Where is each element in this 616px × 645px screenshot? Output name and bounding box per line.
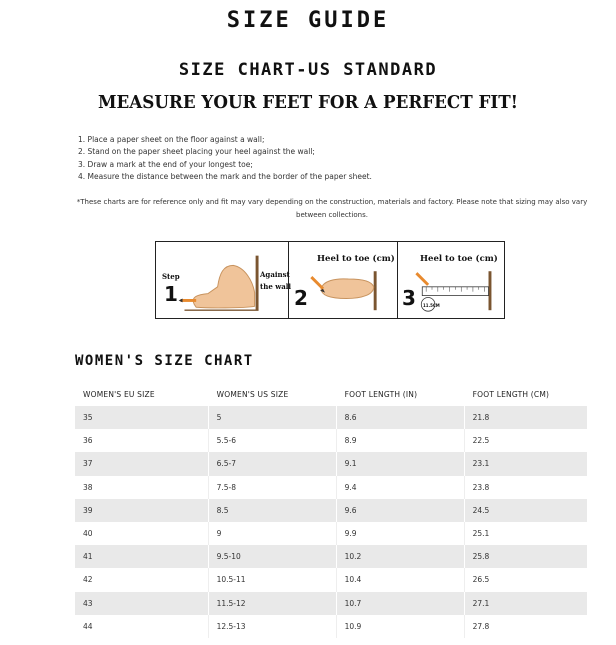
step-1-number: 1	[164, 282, 178, 306]
heel-to-toe-label-3: Heel to toe (cm)	[420, 254, 498, 264]
diagram-step-3	[398, 242, 504, 318]
table-header-row	[75, 382, 587, 406]
measurement-diagram	[155, 241, 505, 319]
step-2-number: 2	[294, 286, 308, 310]
foot-cm-cell: 25.8	[464, 545, 587, 568]
step-4-text: 4. Measure the distance between the mark and the border of the paper sheet.	[78, 172, 372, 182]
us-size-cell: 9.5-10	[208, 545, 336, 568]
table-row	[75, 545, 587, 568]
foot-cm-cell: 23.1	[464, 452, 587, 475]
table-row	[75, 615, 587, 638]
header-eu-size: WOMEN'S EU SIZE	[83, 389, 155, 399]
step-3-number: 3	[402, 286, 416, 310]
eu-size-cell: 41	[75, 545, 208, 568]
size-guide-title: SIZE GUIDE	[226, 8, 390, 33]
table-row	[75, 406, 587, 429]
size-chart-subtitle: SIZE CHART-US STANDARD	[178, 60, 438, 80]
table-row	[75, 522, 587, 545]
foot-in-cell: 9.6	[336, 499, 464, 522]
foot-cm-cell: 25.1	[464, 522, 587, 545]
measuring-steps	[78, 134, 372, 184]
foot-in-cell: 9.1	[336, 452, 464, 475]
eu-size-cell: 42	[83, 575, 93, 585]
header-foot-length-in: FOOT LENGTH (IN)	[336, 382, 464, 406]
us-size-cell: 5.5-6	[208, 429, 336, 452]
foot-in-cell: 10.7	[336, 592, 464, 615]
foot-cm-cell: 26.5	[464, 568, 587, 591]
eu-size-cell: 39	[75, 499, 208, 522]
heel-to-toe-label-2: Heel to toe (cm)	[317, 254, 395, 264]
womens-size-table	[75, 382, 587, 638]
wall-label: the wall	[260, 282, 292, 291]
eu-size-cell: 37	[75, 452, 208, 475]
eu-size-cell: 44	[83, 621, 93, 631]
foot-in-cell: 10.4	[336, 568, 464, 591]
foot-cm-cell: 24.5	[464, 499, 587, 522]
table-row	[75, 499, 587, 522]
foot-in-cell: 8.9	[336, 429, 464, 452]
diagram-step-1	[156, 242, 292, 318]
foot-in-cell: 9.4	[336, 476, 464, 499]
foot-cm-cell: 21.8	[464, 406, 587, 429]
table-row	[75, 476, 587, 499]
step-1-text: 1. Place a paper sheet on the floor against a wall;	[78, 135, 265, 144]
eu-size-cell: 38	[83, 482, 93, 492]
us-size-cell: 7.5-8	[208, 476, 336, 499]
foot-in-cell: 10.9	[336, 615, 464, 638]
table-row	[75, 429, 587, 452]
eu-size-cell: 43	[75, 592, 208, 615]
foot-cm-cell: 22.5	[464, 429, 587, 452]
table-row	[75, 452, 587, 475]
us-size-cell: 5	[208, 406, 336, 429]
step-3-text: 3. Draw a mark at the end of your longest toe;	[78, 159, 253, 169]
diagram-step-2	[289, 242, 398, 318]
us-size-cell: 8.5	[208, 499, 336, 522]
foot-in-cell: 9.9	[336, 522, 464, 545]
step-label: Step	[162, 272, 180, 281]
table-row	[75, 568, 587, 591]
foot-cm-cell: 27.1	[464, 592, 587, 615]
eu-size-cell: 36	[83, 436, 93, 446]
foot-in-cell: 8.6	[336, 406, 464, 429]
measure-value: 11.5CM	[423, 303, 440, 308]
womens-size-chart-heading: WOMEN'S SIZE CHART	[75, 353, 254, 369]
foot-in-cell: 10.2	[336, 545, 464, 568]
disclaimer-note: *These charts are for reference only and fit may vary depending on the construction, materials and factory. Please note that sizing may also vary between collections.	[76, 198, 588, 219]
header-foot-length-cm: FOOT LENGTH (CM)	[464, 382, 587, 406]
us-size-cell: 11.5-12	[208, 592, 336, 615]
against-label: Against	[260, 270, 290, 279]
foot-cm-cell: 27.8	[464, 615, 587, 638]
header-us-size: WOMEN'S US SIZE	[208, 382, 336, 406]
us-size-cell: 12.5-13	[208, 615, 336, 638]
step-2-text: 2. Stand on the paper sheet placing your heel against the wall;	[78, 147, 315, 157]
us-size-cell: 6.5-7	[208, 452, 336, 475]
us-size-cell: 10.5-11	[208, 568, 336, 591]
table-row	[75, 592, 587, 615]
eu-size-cell: 40	[83, 529, 93, 539]
foot-cm-cell: 23.8	[464, 476, 587, 499]
us-size-cell: 9	[208, 522, 336, 545]
measure-tagline: MEASURE YOUR FEET FOR A PERFECT FIT!	[97, 92, 519, 113]
eu-size-cell: 35	[75, 406, 208, 429]
